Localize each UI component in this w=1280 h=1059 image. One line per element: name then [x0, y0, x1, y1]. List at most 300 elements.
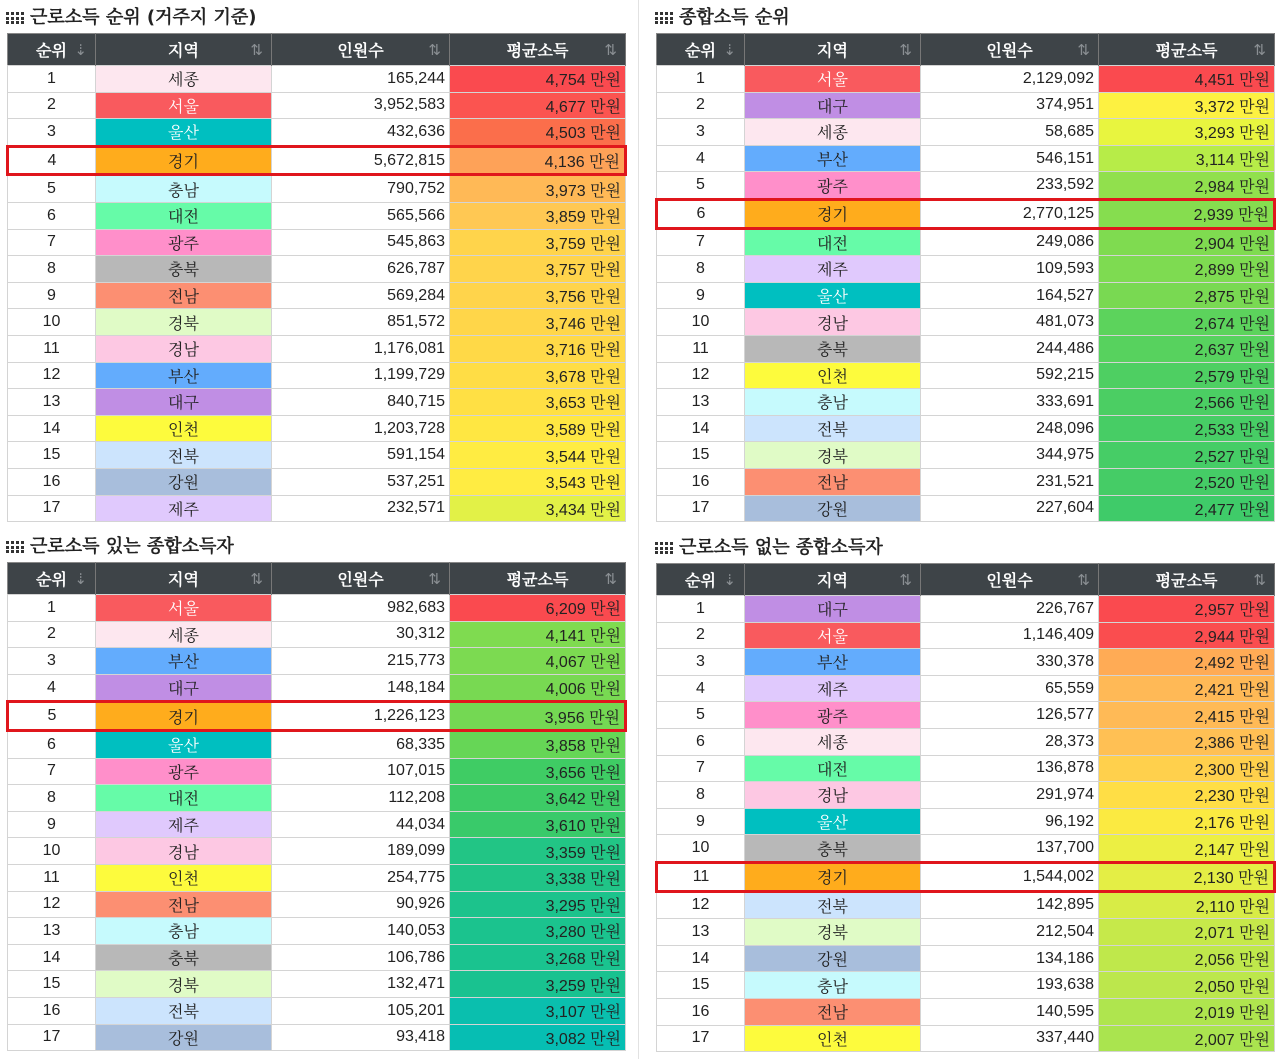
table-row: [657, 782, 1275, 809]
avg-income-cell: [1099, 596, 1275, 623]
count-header-label: 인원수: [337, 41, 384, 60]
sort-icon[interactable]: ⇅: [899, 41, 912, 59]
avg-income-value: 3,259: [545, 977, 586, 995]
avg-income-cell: [1099, 172, 1275, 200]
avg-income-value: 3,338: [545, 871, 586, 889]
table-row: [8, 256, 626, 283]
rank-cell: 4: [657, 145, 745, 172]
unit-label: 만원: [1239, 342, 1270, 360]
grid-icon: [655, 12, 673, 24]
count-cell: 164,527: [921, 282, 1099, 309]
region-cell: 광주: [745, 702, 921, 729]
rank-cell: 14: [8, 944, 96, 971]
region-header[interactable]: [745, 564, 921, 596]
ranking-table: [6, 33, 627, 522]
rank-cell: 6: [8, 730, 96, 758]
unit-label: 만원: [590, 977, 621, 995]
rank-cell: 12: [657, 891, 745, 919]
table-row-highlighted: [8, 702, 626, 731]
rank-cell: 16: [8, 997, 96, 1024]
region-cell: 부산: [745, 145, 921, 172]
avg-income-cell: [450, 864, 626, 891]
rank-cell: 1: [657, 66, 745, 93]
rank-header-label: 순위: [36, 570, 67, 589]
unit-label: 만원: [1239, 815, 1270, 833]
panel-divider: [638, 0, 639, 1059]
count-cell: 227,604: [921, 495, 1099, 522]
count-cell: 1,199,729: [272, 362, 450, 389]
count-cell: 96,192: [921, 808, 1099, 835]
avg-income-value: 3,280: [545, 924, 586, 942]
region-cell: 충남: [745, 972, 921, 999]
region-cell: 경북: [96, 309, 272, 336]
count-header[interactable]: [272, 34, 450, 66]
count-cell: 5,672,815: [272, 146, 450, 175]
region-header-label: 지역: [168, 570, 199, 589]
unit-label: 만원: [1239, 898, 1270, 916]
avg-income-cell: [1099, 362, 1275, 389]
avg-income-value: 2,984: [1194, 178, 1235, 196]
rank-cell: 9: [8, 811, 96, 838]
avg-income-header-label: 평균소득: [506, 570, 569, 589]
unit-label: 만원: [1239, 235, 1270, 253]
avg-income-value: 2,230: [1194, 788, 1235, 806]
sort-icon[interactable]: ⇅: [1077, 571, 1090, 589]
count-cell: 337,440: [921, 1025, 1099, 1052]
region-cell: 제주: [745, 256, 921, 283]
table-row: [8, 282, 626, 309]
rank-cell: 6: [657, 199, 745, 228]
rank-header[interactable]: [657, 34, 745, 66]
count-cell: 165,244: [272, 66, 450, 93]
unit-label: 만원: [1239, 501, 1270, 519]
unit-label: 만원: [1239, 262, 1270, 280]
unit-label: 만원: [1239, 1005, 1270, 1023]
sort-icon[interactable]: ⇅: [899, 571, 912, 589]
region-header-label: 지역: [817, 41, 848, 60]
sort-icon[interactable]: ⇅: [250, 41, 263, 59]
sort-icon[interactable]: ⇅: [1253, 571, 1266, 589]
region-cell: 부산: [96, 362, 272, 389]
rank-cell: 1: [8, 66, 96, 93]
sort-icon[interactable]: ⇅: [604, 41, 617, 59]
count-cell: 132,471: [272, 971, 450, 998]
count-header-label: 인원수: [986, 41, 1033, 60]
rank-cell: 4: [657, 675, 745, 702]
region-cell: 경남: [96, 838, 272, 865]
unit-label: 만원: [590, 262, 621, 280]
table-row: [657, 389, 1275, 416]
rank-cell: 17: [8, 495, 96, 522]
count-cell: 565,566: [272, 202, 450, 229]
table-row: [8, 335, 626, 362]
table-row: [8, 119, 626, 147]
avg-income-cell: [1099, 728, 1275, 755]
region-cell: 전북: [745, 415, 921, 442]
rank-cell: 8: [8, 785, 96, 812]
rank-cell: 9: [657, 808, 745, 835]
avg-income-cell: [450, 648, 626, 675]
panel-comprehensive-with-earned: [6, 532, 626, 1051]
panel-title-text: 종합소득 순위: [679, 7, 790, 28]
table-row: [657, 919, 1275, 946]
avg-income-value: 2,492: [1194, 655, 1235, 673]
panel-title-text: 근로소득 없는 종합소득자: [679, 537, 883, 558]
rank-cell: 3: [657, 649, 745, 676]
ranking-table: [655, 33, 1276, 522]
rank-cell: 12: [8, 362, 96, 389]
count-cell: 546,151: [921, 145, 1099, 172]
count-cell: 1,226,123: [272, 702, 450, 731]
avg-income-value: 4,006: [545, 681, 586, 699]
count-cell: 569,284: [272, 282, 450, 309]
region-cell: 대구: [96, 389, 272, 416]
panel-title-text: 근로소득 순위 (거주지 기준): [30, 7, 257, 28]
rank-cell: 11: [657, 862, 745, 891]
region-cell: 경북: [745, 919, 921, 946]
count-header-label: 인원수: [337, 570, 384, 589]
unit-label: 만원: [1239, 368, 1270, 386]
table-row: [657, 282, 1275, 309]
unit-label: 만원: [1239, 395, 1270, 413]
sort-desc-icon[interactable]: ⇣: [723, 571, 736, 589]
ranking-table: [655, 563, 1276, 1052]
avg-income-cell: [450, 442, 626, 469]
table-row: [657, 972, 1275, 999]
table-row: [8, 838, 626, 865]
unit-label: 만원: [590, 72, 621, 90]
unit-label: 만원: [590, 448, 621, 466]
count-cell: 231,521: [921, 468, 1099, 495]
rank-cell: 2: [657, 92, 745, 119]
avg-income-cell: [1099, 309, 1275, 336]
rank-cell: 7: [8, 758, 96, 785]
unit-label: 만원: [1239, 152, 1270, 170]
table-row: [657, 702, 1275, 729]
table-row: [8, 674, 626, 702]
avg-income-value: 2,566: [1194, 395, 1235, 413]
avg-income-cell: [1099, 702, 1275, 729]
count-cell: 109,593: [921, 256, 1099, 283]
region-cell: 세종: [96, 66, 272, 93]
sort-desc-icon[interactable]: ⇣: [74, 570, 87, 588]
count-cell: 112,208: [272, 785, 450, 812]
table-row: [8, 229, 626, 256]
unit-label: 만원: [590, 209, 621, 227]
count-cell: 2,129,092: [921, 66, 1099, 93]
sort-icon[interactable]: ⇅: [428, 570, 441, 588]
avg-income-value: 3,859: [545, 209, 586, 227]
count-cell: 215,773: [272, 648, 450, 675]
region-cell: 전남: [96, 891, 272, 918]
region-cell: 인천: [96, 864, 272, 891]
avg-income-cell: [1099, 622, 1275, 649]
avg-income-value: 2,533: [1194, 422, 1235, 440]
region-cell: 경기: [745, 199, 921, 228]
avg-income-cell: [450, 971, 626, 998]
count-cell: 90,926: [272, 891, 450, 918]
table-row: [8, 389, 626, 416]
rank-header[interactable]: [8, 563, 96, 595]
table-row: [657, 835, 1275, 863]
table-row: [8, 362, 626, 389]
avg-income-cell: [450, 758, 626, 785]
rank-cell: 1: [657, 596, 745, 623]
region-cell: 울산: [96, 119, 272, 147]
unit-label: 만원: [1239, 952, 1270, 970]
avg-income-value: 3,544: [545, 448, 586, 466]
rank-cell: 11: [657, 335, 745, 362]
rank-cell: 15: [657, 442, 745, 469]
region-header-label: 지역: [168, 41, 199, 60]
avg-income-cell: [1099, 891, 1275, 919]
count-cell: 591,154: [272, 442, 450, 469]
avg-income-cell: [450, 389, 626, 416]
rank-header-label: 순위: [685, 571, 716, 590]
avg-income-value: 2,050: [1194, 978, 1235, 996]
avg-income-header[interactable]: [450, 34, 626, 66]
sort-icon[interactable]: ⇅: [1253, 41, 1266, 59]
avg-income-cell: [450, 415, 626, 442]
rank-cell: 10: [657, 835, 745, 863]
unit-label: 만원: [590, 422, 621, 440]
count-cell: 2,770,125: [921, 199, 1099, 228]
rank-cell: 5: [8, 702, 96, 731]
sort-icon[interactable]: ⇅: [250, 570, 263, 588]
unit-label: 만원: [590, 289, 621, 307]
unit-label: 만원: [590, 924, 621, 942]
count-cell: 790,752: [272, 175, 450, 203]
table-row: [657, 1025, 1275, 1052]
rank-cell: 9: [657, 282, 745, 309]
avg-income-value: 2,904: [1194, 235, 1235, 253]
avg-income-cell: [450, 175, 626, 203]
sort-desc-icon[interactable]: ⇣: [74, 41, 87, 59]
count-cell: 93,418: [272, 1024, 450, 1051]
avg-income-value: 4,136: [544, 154, 585, 172]
avg-income-value: 2,147: [1194, 841, 1235, 859]
header-row: [657, 564, 1275, 596]
count-cell: 148,184: [272, 674, 450, 702]
avg-income-header-label: 평균소득: [1155, 571, 1218, 590]
avg-income-value: 2,110: [1195, 898, 1235, 916]
rank-cell: 6: [657, 728, 745, 755]
count-header[interactable]: [921, 564, 1099, 596]
count-cell: 432,636: [272, 119, 450, 147]
unit-label: 만원: [590, 342, 621, 360]
unit-label: 만원: [590, 475, 621, 493]
unit-label: 만원: [1239, 72, 1270, 90]
region-cell: 경남: [745, 782, 921, 809]
count-cell: 126,577: [921, 702, 1099, 729]
region-cell: 경북: [745, 442, 921, 469]
unit-label: 만원: [1239, 655, 1270, 673]
rank-cell: 14: [657, 415, 745, 442]
region-cell: 대구: [745, 92, 921, 119]
region-cell: 강원: [96, 468, 272, 495]
avg-income-value: 3,858: [545, 738, 586, 756]
rank-cell: 4: [8, 674, 96, 702]
avg-income-value: 3,107: [545, 1004, 586, 1022]
table-row: [8, 864, 626, 891]
table-row: [8, 175, 626, 203]
region-cell: 전남: [745, 468, 921, 495]
count-cell: 30,312: [272, 621, 450, 648]
avg-income-value: 2,300: [1194, 761, 1235, 779]
table-row: [8, 468, 626, 495]
avg-income-cell: [450, 202, 626, 229]
avg-income-value: 3,746: [545, 315, 586, 333]
avg-income-header[interactable]: [450, 563, 626, 595]
avg-income-cell: [450, 335, 626, 362]
avg-income-value: 2,421: [1194, 682, 1235, 700]
count-cell: 1,203,728: [272, 415, 450, 442]
avg-income-cell: [1099, 389, 1275, 416]
panel-title: [6, 3, 626, 33]
unit-label: 만원: [1238, 207, 1269, 225]
rank-cell: 13: [657, 389, 745, 416]
grid-icon: [655, 542, 673, 554]
rank-cell: 12: [657, 362, 745, 389]
region-cell: 경남: [745, 309, 921, 336]
avg-income-value: 2,939: [1193, 207, 1234, 225]
count-header[interactable]: [921, 34, 1099, 66]
region-cell: 광주: [96, 229, 272, 256]
panel-comprehensive-income-ranking: [655, 3, 1275, 522]
region-cell: 세종: [745, 119, 921, 146]
avg-income-value: 4,754: [545, 72, 586, 90]
region-header[interactable]: [745, 34, 921, 66]
unit-label: 만원: [1239, 841, 1270, 859]
count-cell: 248,096: [921, 415, 1099, 442]
rank-header[interactable]: [657, 564, 745, 596]
unit-label: 만원: [1239, 289, 1270, 307]
table-row: [657, 495, 1275, 522]
table-row: [8, 595, 626, 622]
count-header[interactable]: [272, 563, 450, 595]
count-cell: 244,486: [921, 335, 1099, 362]
unit-label: 만원: [590, 125, 621, 143]
rank-header[interactable]: [8, 34, 96, 66]
avg-income-cell: [450, 730, 626, 758]
rank-cell: 5: [657, 702, 745, 729]
table-row: [8, 785, 626, 812]
unit-label: 만원: [1239, 628, 1270, 646]
unit-label: 만원: [1239, 178, 1270, 196]
region-cell: 울산: [96, 730, 272, 758]
unit-label: 만원: [1239, 602, 1270, 620]
rank-cell: 8: [657, 256, 745, 283]
avg-income-cell: [450, 621, 626, 648]
avg-income-cell: [1099, 468, 1275, 495]
count-cell: 107,015: [272, 758, 450, 785]
table-row: [657, 728, 1275, 755]
avg-income-cell: [450, 92, 626, 119]
rank-cell: 2: [8, 92, 96, 119]
avg-income-cell: [450, 918, 626, 945]
region-header[interactable]: [96, 34, 272, 66]
region-cell: 세종: [96, 621, 272, 648]
region-cell: 전남: [745, 998, 921, 1025]
region-cell: 경북: [96, 971, 272, 998]
table-row: [657, 172, 1275, 200]
unit-label: 만원: [590, 98, 621, 116]
grid-icon: [6, 541, 24, 553]
avg-income-value: 2,007: [1194, 1031, 1235, 1049]
avg-income-cell: [1099, 282, 1275, 309]
region-cell: 강원: [96, 1024, 272, 1051]
region-header[interactable]: [96, 563, 272, 595]
count-cell: 851,572: [272, 309, 450, 336]
rank-cell: 12: [8, 891, 96, 918]
avg-income-value: 3,295: [545, 897, 586, 915]
count-cell: 212,504: [921, 919, 1099, 946]
avg-income-cell: [1099, 145, 1275, 172]
region-cell: 부산: [745, 649, 921, 676]
avg-income-value: 3,756: [545, 289, 586, 307]
avg-income-header-label: 평균소득: [1155, 41, 1218, 60]
unit-label: 만원: [590, 764, 621, 782]
unit-label: 만원: [1238, 870, 1269, 888]
unit-label: 만원: [1239, 925, 1270, 943]
sort-icon[interactable]: ⇅: [604, 570, 617, 588]
table-row: [8, 944, 626, 971]
unit-label: 만원: [1239, 761, 1270, 779]
count-cell: 1,146,409: [921, 622, 1099, 649]
avg-income-header[interactable]: [1099, 34, 1275, 66]
unit-label: 만원: [1239, 475, 1270, 493]
unit-label: 만원: [590, 1030, 621, 1048]
avg-income-value: 3,543: [545, 475, 586, 493]
avg-income-cell: [1099, 755, 1275, 782]
region-cell: 광주: [96, 758, 272, 785]
avg-income-cell: [1099, 415, 1275, 442]
avg-income-header[interactable]: [1099, 564, 1275, 596]
table-row: [8, 730, 626, 758]
avg-income-cell: [1099, 442, 1275, 469]
table-row: [8, 648, 626, 675]
avg-income-value: 3,642: [545, 791, 586, 809]
table-row: [657, 891, 1275, 919]
count-cell: 254,775: [272, 864, 450, 891]
sort-icon[interactable]: ⇅: [1077, 41, 1090, 59]
sort-desc-icon[interactable]: ⇣: [723, 41, 736, 59]
sort-icon[interactable]: ⇅: [428, 41, 441, 59]
unit-label: 만원: [590, 627, 621, 645]
table-row: [657, 92, 1275, 119]
avg-income-value: 4,141: [545, 627, 586, 645]
region-cell: 제주: [745, 675, 921, 702]
rank-cell: 3: [657, 119, 745, 146]
unit-label: 만원: [1239, 788, 1270, 806]
region-header-label: 지역: [817, 571, 848, 590]
table-row: [657, 335, 1275, 362]
avg-income-value: 6,209: [545, 601, 586, 619]
count-cell: 1,176,081: [272, 335, 450, 362]
avg-income-cell: [450, 362, 626, 389]
count-header-label: 인원수: [986, 571, 1033, 590]
rank-cell: 16: [8, 468, 96, 495]
avg-income-cell: [450, 785, 626, 812]
avg-income-value: 3,372: [1194, 98, 1235, 116]
unit-label: 만원: [590, 395, 621, 413]
avg-income-cell: [1099, 335, 1275, 362]
region-cell: 강원: [745, 945, 921, 972]
avg-income-cell: [1099, 945, 1275, 972]
rank-cell: 2: [657, 622, 745, 649]
avg-income-value: 2,019: [1194, 1005, 1235, 1023]
unit-label: 만원: [1239, 315, 1270, 333]
